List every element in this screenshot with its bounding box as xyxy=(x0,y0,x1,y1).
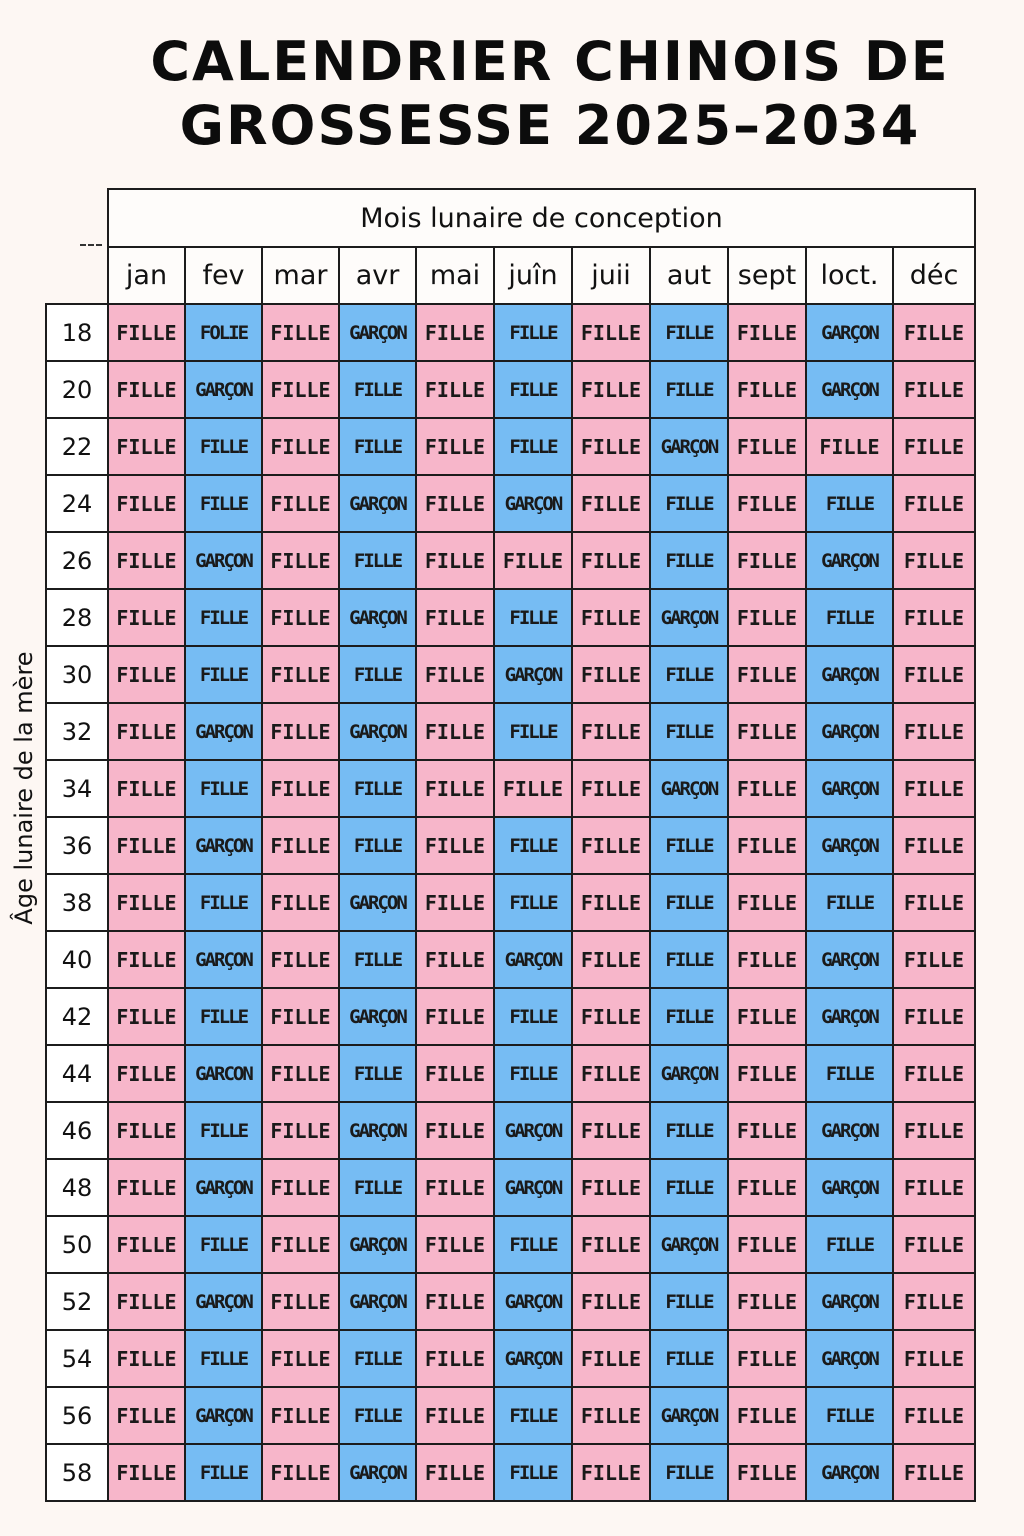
prediction-cell: FILLE xyxy=(494,589,572,646)
prediction-cell: FILLE xyxy=(806,1216,893,1273)
prediction-cell: FILLE xyxy=(185,1102,262,1159)
prediction-cell: GARÇON xyxy=(339,988,416,1045)
prediction-cell: FILLE xyxy=(650,1159,728,1216)
prediction-cell: FILLE xyxy=(650,475,728,532)
prediction-cell: FILLE xyxy=(728,988,806,1045)
prediction-cell: FILLE xyxy=(416,1273,494,1330)
prediction-cell: FILLE xyxy=(339,1330,416,1387)
prediction-cell: FILLE xyxy=(572,1159,650,1216)
prediction-cell: FILLE xyxy=(572,304,650,361)
prediction-cell: FILLE xyxy=(262,475,339,532)
prediction-cell: FILLE xyxy=(494,1444,572,1501)
age-cell: 26 xyxy=(46,532,108,589)
prediction-cell: FILLE xyxy=(806,874,893,931)
prediction-cell: FILLE xyxy=(893,1159,975,1216)
prediction-cell: FILLE xyxy=(494,703,572,760)
table-row xyxy=(46,646,975,703)
prediction-cell: FILLE xyxy=(262,1444,339,1501)
prediction-cell: FILLE xyxy=(339,646,416,703)
prediction-cell: GARÇON xyxy=(806,817,893,874)
prediction-cell: FILLE xyxy=(108,1273,185,1330)
prediction-cell: FILLE xyxy=(893,817,975,874)
prediction-cell: FILLE xyxy=(416,1330,494,1387)
prediction-cell: FILLE xyxy=(728,1330,806,1387)
prediction-cell: GARÇON xyxy=(494,1273,572,1330)
prediction-cell: FILLE xyxy=(108,475,185,532)
prediction-cell: GARÇON xyxy=(494,646,572,703)
prediction-cell: FILLE xyxy=(893,874,975,931)
prediction-cell: FILLE xyxy=(728,532,806,589)
table-row xyxy=(46,1330,975,1387)
prediction-cell: FILLE xyxy=(108,1102,185,1159)
prediction-cell: GARÇON xyxy=(339,1444,416,1501)
prediction-cell: FILLE xyxy=(262,1387,339,1444)
prediction-cell: GARÇON xyxy=(339,703,416,760)
month-header: aut xyxy=(650,247,728,304)
prediction-cell: FILLE xyxy=(262,817,339,874)
prediction-cell: GARÇON xyxy=(806,1330,893,1387)
prediction-cell: FILLE xyxy=(339,418,416,475)
age-cell: 46 xyxy=(46,1102,108,1159)
prediction-cell: FILLE xyxy=(185,646,262,703)
month-header: sept xyxy=(728,247,806,304)
table-row xyxy=(46,475,975,532)
prediction-cell: GARÇON xyxy=(650,418,728,475)
prediction-cell: GARÇON xyxy=(806,1159,893,1216)
prediction-cell: GARÇON xyxy=(494,475,572,532)
prediction-cell: FILLE xyxy=(806,589,893,646)
table-corner xyxy=(46,247,108,304)
prediction-cell: GARÇON xyxy=(806,646,893,703)
table-row xyxy=(46,874,975,931)
prediction-cell: FILLE xyxy=(893,1330,975,1387)
prediction-cell: GARÇON xyxy=(185,1387,262,1444)
prediction-cell: FILLE xyxy=(185,874,262,931)
prediction-cell: FILLE xyxy=(728,1045,806,1102)
prediction-cell: FILLE xyxy=(494,418,572,475)
pregnancy-calendar-table xyxy=(45,188,976,1502)
table-row xyxy=(46,1159,975,1216)
prediction-cell: GARÇON xyxy=(806,1273,893,1330)
prediction-cell: FILLE xyxy=(262,589,339,646)
age-cell: 42 xyxy=(46,988,108,1045)
prediction-cell: FILLE xyxy=(494,1216,572,1273)
month-header: mar xyxy=(262,247,339,304)
prediction-cell: FILLE xyxy=(262,1216,339,1273)
prediction-cell: GARÇON xyxy=(339,874,416,931)
age-cell: 34 xyxy=(46,760,108,817)
prediction-cell: FILLE xyxy=(494,760,572,817)
prediction-cell: FILLE xyxy=(893,1387,975,1444)
prediction-cell: FILLE xyxy=(572,1273,650,1330)
prediction-cell: FILLE xyxy=(806,418,893,475)
prediction-cell: FILLE xyxy=(108,1387,185,1444)
prediction-cell: FILLE xyxy=(262,418,339,475)
prediction-cell: FILLE xyxy=(416,361,494,418)
age-cell: 22 xyxy=(46,418,108,475)
prediction-cell: FILLE xyxy=(185,760,262,817)
prediction-cell: FILLE xyxy=(893,304,975,361)
table-corner xyxy=(46,189,108,247)
age-cell: 18 xyxy=(46,304,108,361)
age-cell: 28 xyxy=(46,589,108,646)
prediction-cell: FILLE xyxy=(893,361,975,418)
title-line-1: CALENDRIER CHINOIS DE xyxy=(150,30,950,93)
prediction-cell: FILLE xyxy=(185,988,262,1045)
prediction-cell: FILLE xyxy=(893,760,975,817)
table-row xyxy=(46,760,975,817)
prediction-cell: FILLE xyxy=(893,589,975,646)
prediction-cell: FILLE xyxy=(893,532,975,589)
prediction-cell: FILLE xyxy=(572,874,650,931)
month-header: juii xyxy=(572,247,650,304)
table-row xyxy=(46,703,975,760)
prediction-cell: FILLE xyxy=(893,988,975,1045)
prediction-cell: FILLE xyxy=(185,1444,262,1501)
prediction-cell: FILLE xyxy=(185,1216,262,1273)
prediction-cell: GARÇON xyxy=(339,1102,416,1159)
prediction-cell: FILLE xyxy=(416,418,494,475)
prediction-cell: GARÇON xyxy=(806,532,893,589)
prediction-cell: FILLE xyxy=(572,1444,650,1501)
prediction-cell: FILLE xyxy=(728,817,806,874)
prediction-cell: FILLE xyxy=(494,874,572,931)
prediction-cell: FILLE xyxy=(728,760,806,817)
prediction-cell: GARÇON xyxy=(494,1159,572,1216)
prediction-cell: FILLE xyxy=(416,817,494,874)
prediction-cell: FILLE xyxy=(650,703,728,760)
prediction-cell: FILLE xyxy=(728,646,806,703)
prediction-cell: FILLE xyxy=(572,988,650,1045)
prediction-cell: FILLE xyxy=(650,304,728,361)
month-header: jan xyxy=(108,247,185,304)
prediction-cell: FILLE xyxy=(108,1045,185,1102)
prediction-cell: FILLE xyxy=(416,304,494,361)
prediction-cell: FILLE xyxy=(806,475,893,532)
prediction-cell: FILLE xyxy=(728,1159,806,1216)
prediction-cell: FILLE xyxy=(893,418,975,475)
month-header: fev xyxy=(185,247,262,304)
prediction-cell: FILLE xyxy=(650,1273,728,1330)
prediction-cell: FILLE xyxy=(108,1159,185,1216)
prediction-cell: FILLE xyxy=(262,988,339,1045)
prediction-cell: GARÇON xyxy=(650,1045,728,1102)
prediction-cell: FILLE xyxy=(108,1330,185,1387)
prediction-cell: GARCON xyxy=(185,1045,262,1102)
prediction-cell: GARÇON xyxy=(339,589,416,646)
prediction-cell: FILLE xyxy=(108,703,185,760)
prediction-cell: FILLE xyxy=(262,931,339,988)
prediction-cell: FILLE xyxy=(806,1387,893,1444)
prediction-cell: FILLE xyxy=(893,646,975,703)
prediction-cell: FILLE xyxy=(572,931,650,988)
prediction-cell: FILLE xyxy=(108,532,185,589)
prediction-cell: FILLE xyxy=(650,361,728,418)
prediction-cell: FILLE xyxy=(893,1102,975,1159)
prediction-cell: GARÇON xyxy=(185,361,262,418)
table-row xyxy=(46,361,975,418)
table-row xyxy=(46,1444,975,1501)
prediction-cell: GARÇON xyxy=(494,1330,572,1387)
prediction-cell: FILLE xyxy=(893,931,975,988)
prediction-cell: FILLE xyxy=(572,361,650,418)
prediction-cell: FILLE xyxy=(728,1102,806,1159)
prediction-cell: FILLE xyxy=(108,760,185,817)
prediction-cell: FILLE xyxy=(728,589,806,646)
prediction-cell: FILLE xyxy=(339,817,416,874)
prediction-cell: GARÇON xyxy=(806,931,893,988)
age-cell: 38 xyxy=(46,874,108,931)
prediction-cell: FILLE xyxy=(650,1330,728,1387)
prediction-cell: GARÇON xyxy=(650,589,728,646)
prediction-cell: GARÇON xyxy=(806,1444,893,1501)
prediction-cell: FILLE xyxy=(108,1216,185,1273)
prediction-cell: GARÇON xyxy=(185,817,262,874)
column-axis-label: Mois lunaire de conception xyxy=(108,189,975,247)
table-row xyxy=(46,1102,975,1159)
age-cell: 20 xyxy=(46,361,108,418)
prediction-cell: FILLE xyxy=(728,475,806,532)
prediction-cell: FILLE xyxy=(650,1444,728,1501)
prediction-cell: FILLE xyxy=(728,703,806,760)
prediction-cell: FILLE xyxy=(416,1102,494,1159)
age-cell: 30 xyxy=(46,646,108,703)
table-row xyxy=(46,1216,975,1273)
prediction-cell: FILLE xyxy=(572,1045,650,1102)
prediction-cell: FILLE xyxy=(185,1330,262,1387)
prediction-cell: FILLE xyxy=(108,988,185,1045)
prediction-cell: FILLE xyxy=(416,1045,494,1102)
prediction-cell: FILLE xyxy=(494,304,572,361)
age-cell: 24 xyxy=(46,475,108,532)
prediction-cell: FILLE xyxy=(728,418,806,475)
prediction-cell: FILLE xyxy=(416,988,494,1045)
prediction-cell: FILLE xyxy=(108,817,185,874)
prediction-cell: FILLE xyxy=(262,532,339,589)
prediction-cell: FILLE xyxy=(494,361,572,418)
prediction-cell: GARÇON xyxy=(339,304,416,361)
prediction-cell: FILLE xyxy=(650,646,728,703)
month-header: juîn xyxy=(494,247,572,304)
prediction-cell: FILLE xyxy=(108,418,185,475)
prediction-cell: GARÇON xyxy=(339,1273,416,1330)
prediction-cell: FILLE xyxy=(893,475,975,532)
prediction-cell: FILLE xyxy=(494,817,572,874)
prediction-cell: GARÇON xyxy=(806,304,893,361)
prediction-cell: FILLE xyxy=(893,703,975,760)
prediction-cell: GARÇON xyxy=(650,1387,728,1444)
prediction-cell: FILLE xyxy=(416,1444,494,1501)
table-row xyxy=(46,1387,975,1444)
prediction-cell: FILLE xyxy=(893,1045,975,1102)
prediction-cell: GARÇON xyxy=(806,1102,893,1159)
age-cell: 32 xyxy=(46,703,108,760)
prediction-cell: FILLE xyxy=(728,874,806,931)
prediction-cell: FILLE xyxy=(262,646,339,703)
row-axis-label: Âge lunaire de la mère xyxy=(10,651,38,925)
prediction-cell: FILLE xyxy=(416,1159,494,1216)
prediction-cell: FILLE xyxy=(416,703,494,760)
prediction-cell: FILLE xyxy=(416,760,494,817)
prediction-cell: FILLE xyxy=(108,646,185,703)
prediction-cell: FILLE xyxy=(416,589,494,646)
table-row xyxy=(46,1273,975,1330)
table-row xyxy=(46,931,975,988)
prediction-cell: FILLE xyxy=(893,1273,975,1330)
prediction-cell: FILLE xyxy=(339,361,416,418)
prediction-cell: FILLE xyxy=(262,874,339,931)
table-row xyxy=(46,418,975,475)
prediction-cell: FILLE xyxy=(728,1216,806,1273)
prediction-cell: GARÇON xyxy=(339,1216,416,1273)
month-header: avr xyxy=(339,247,416,304)
prediction-cell: FILLE xyxy=(339,1045,416,1102)
prediction-cell: FILLE xyxy=(572,589,650,646)
prediction-cell: FILLE xyxy=(572,532,650,589)
prediction-cell: FILLE xyxy=(728,361,806,418)
age-cell: 58 xyxy=(46,1444,108,1501)
prediction-cell: FILLE xyxy=(572,760,650,817)
prediction-cell: FILLE xyxy=(494,1387,572,1444)
prediction-cell: FILLE xyxy=(108,304,185,361)
month-header: déc xyxy=(893,247,975,304)
prediction-cell: FILLE xyxy=(494,532,572,589)
prediction-cell: FILLE xyxy=(572,1330,650,1387)
prediction-cell: FILLE xyxy=(108,1444,185,1501)
prediction-cell: FILLE xyxy=(572,703,650,760)
prediction-cell: FILLE xyxy=(185,589,262,646)
prediction-cell: FILLE xyxy=(339,532,416,589)
table-row xyxy=(46,988,975,1045)
prediction-cell: FILLE xyxy=(728,931,806,988)
prediction-cell: FILLE xyxy=(108,874,185,931)
prediction-cell: GARÇON xyxy=(806,361,893,418)
month-header: mai xyxy=(416,247,494,304)
prediction-cell: FILLE xyxy=(728,304,806,361)
table-row xyxy=(46,532,975,589)
prediction-cell: FILLE xyxy=(339,760,416,817)
prediction-cell: FILLE xyxy=(494,988,572,1045)
prediction-cell: GARÇON xyxy=(650,760,728,817)
prediction-cell: GARÇON xyxy=(650,1216,728,1273)
prediction-cell: FILLE xyxy=(339,931,416,988)
prediction-cell: FILLE xyxy=(416,475,494,532)
prediction-cell: FILLE xyxy=(185,418,262,475)
prediction-cell: FILLE xyxy=(893,1444,975,1501)
prediction-cell: FILLE xyxy=(108,931,185,988)
prediction-cell: FILLE xyxy=(262,1330,339,1387)
age-cell: 48 xyxy=(46,1159,108,1216)
prediction-cell: FILLE xyxy=(650,988,728,1045)
prediction-cell: GARÇON xyxy=(185,532,262,589)
age-cell: 36 xyxy=(46,817,108,874)
prediction-cell: GARÇON xyxy=(339,475,416,532)
prediction-cell: GARÇON xyxy=(185,931,262,988)
age-cell: 52 xyxy=(46,1273,108,1330)
prediction-cell: FILLE xyxy=(494,1045,572,1102)
table-row xyxy=(46,589,975,646)
prediction-cell: FILLE xyxy=(650,817,728,874)
table-row xyxy=(46,1045,975,1102)
prediction-cell: GARÇON xyxy=(185,1273,262,1330)
prediction-cell: FILLE xyxy=(572,646,650,703)
prediction-cell: FILLE xyxy=(650,532,728,589)
prediction-cell: FILLE xyxy=(893,1216,975,1273)
age-cell: 50 xyxy=(46,1216,108,1273)
month-header: loct. xyxy=(806,247,893,304)
age-cell: 56 xyxy=(46,1387,108,1444)
prediction-cell: FILLE xyxy=(339,1387,416,1444)
prediction-cell: FILLE xyxy=(572,1102,650,1159)
prediction-cell: FILLE xyxy=(572,418,650,475)
prediction-cell: FILLE xyxy=(262,304,339,361)
prediction-cell: FILLE xyxy=(416,931,494,988)
prediction-cell: FILLE xyxy=(108,361,185,418)
prediction-cell: FILLE xyxy=(416,1216,494,1273)
age-cell: 44 xyxy=(46,1045,108,1102)
prediction-cell: FILLE xyxy=(728,1444,806,1501)
age-cell: 40 xyxy=(46,931,108,988)
prediction-cell: FILLE xyxy=(650,1102,728,1159)
prediction-cell: FILLE xyxy=(108,589,185,646)
prediction-cell: FILLE xyxy=(339,1159,416,1216)
age-cell: 54 xyxy=(46,1330,108,1387)
title-line-2: GROSSESSE 2025–2034 xyxy=(179,94,921,157)
prediction-cell: FILLE xyxy=(262,1045,339,1102)
prediction-cell: FILLE xyxy=(650,931,728,988)
prediction-cell: FILLE xyxy=(185,475,262,532)
prediction-cell: FILLE xyxy=(416,646,494,703)
prediction-cell: FILLE xyxy=(572,1387,650,1444)
prediction-cell: GARÇON xyxy=(494,931,572,988)
prediction-cell: FILLE xyxy=(650,874,728,931)
prediction-cell: FILLE xyxy=(416,1387,494,1444)
prediction-cell: FILLE xyxy=(262,703,339,760)
table-row xyxy=(46,817,975,874)
prediction-cell: FILLE xyxy=(572,817,650,874)
prediction-cell: FILLE xyxy=(572,475,650,532)
prediction-cell: FILLE xyxy=(806,1045,893,1102)
table-row xyxy=(46,304,975,361)
prediction-cell: GARÇON xyxy=(806,760,893,817)
prediction-cell: GARÇON xyxy=(494,1102,572,1159)
prediction-cell: FILLE xyxy=(572,1216,650,1273)
prediction-cell: FILLE xyxy=(416,532,494,589)
prediction-cell: GARÇON xyxy=(185,703,262,760)
prediction-cell: FOLIE xyxy=(185,304,262,361)
prediction-cell: FILLE xyxy=(262,361,339,418)
prediction-cell: FILLE xyxy=(262,1273,339,1330)
prediction-cell: GARÇON xyxy=(806,988,893,1045)
prediction-cell: FILLE xyxy=(262,1102,339,1159)
prediction-cell: FILLE xyxy=(728,1273,806,1330)
page-title xyxy=(120,30,980,158)
prediction-cell: FILLE xyxy=(416,874,494,931)
prediction-cell: FILLE xyxy=(262,1159,339,1216)
prediction-cell: FILLE xyxy=(728,1387,806,1444)
prediction-cell: GARÇON xyxy=(806,703,893,760)
prediction-cell: GARÇON xyxy=(185,1159,262,1216)
prediction-cell: FILLE xyxy=(262,760,339,817)
